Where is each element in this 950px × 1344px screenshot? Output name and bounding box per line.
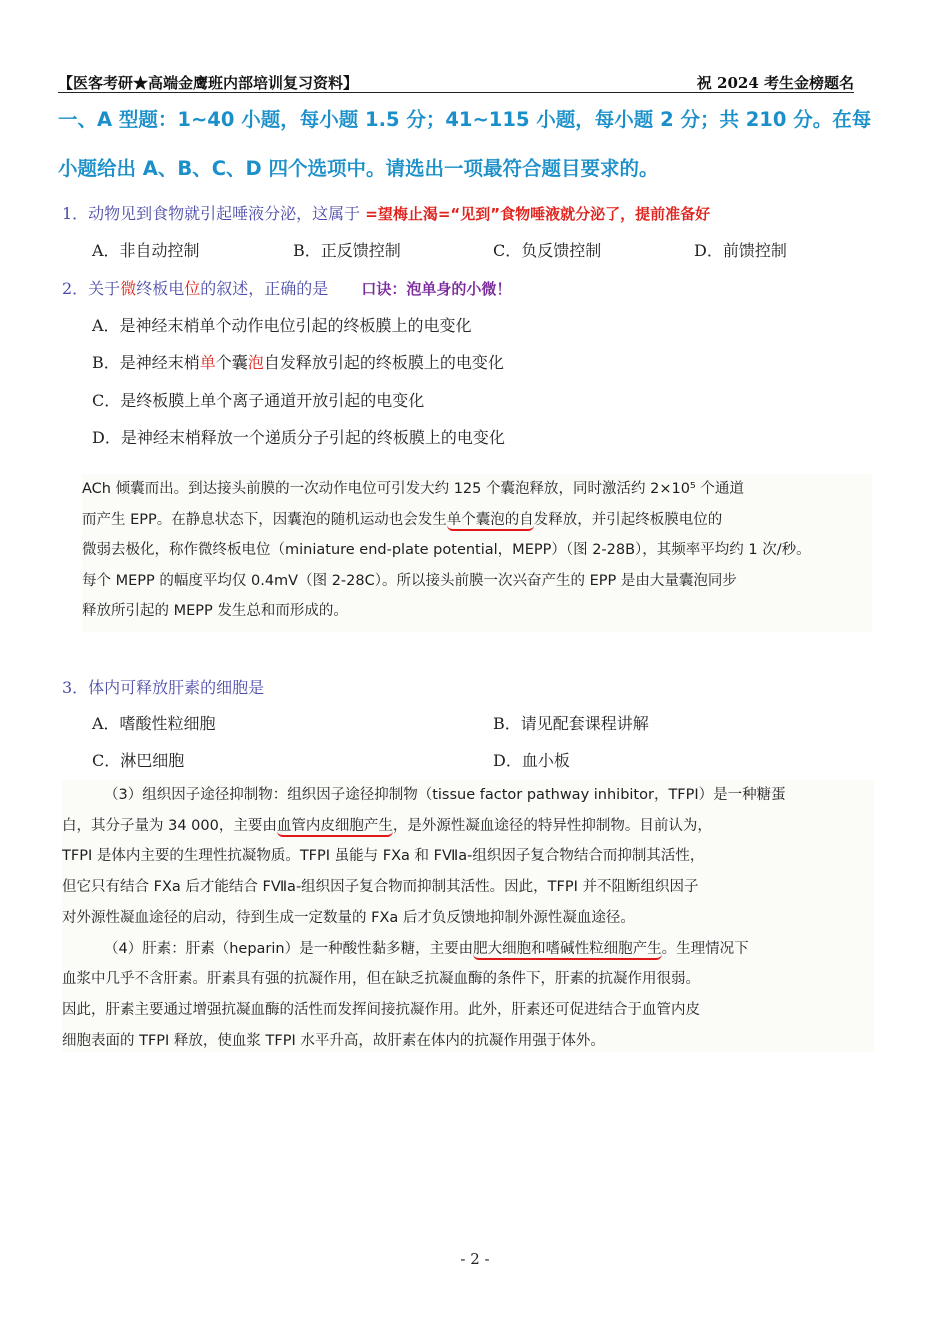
header-left-title: 【医客考研★高端金鹰班内部培训复习资料】 — [58, 74, 359, 92]
excerpt-text: 发释放，并引起终板膜电位的 — [533, 511, 723, 528]
q2-option-b-part: B．是神经末梢 — [92, 353, 200, 372]
page-number: - 2 - — [460, 1250, 490, 1268]
q1-option-b: B．正反馈控制 — [293, 241, 401, 260]
question-3-stem: 3．体内可释放肝素的细胞是 — [62, 678, 265, 697]
excerpt-line: 释放所引起的 MEPP 发生总和而形成的。 — [82, 603, 348, 619]
question-1 — [62, 201, 710, 224]
excerpt-line — [82, 505, 872, 536]
excerpt-line — [62, 934, 874, 965]
excerpt-text: 。生理情况下 — [661, 940, 749, 957]
section-heading-line1: 一、A 型题：1~40 小题，每小题 1.5 分；41~115 小题，每小题 2 分；共 210 分。在每 — [58, 108, 872, 131]
section-heading-line2: 小题给出 A、B、C、D 四个选项中。请选出一项最符合题目要求的。 — [58, 157, 659, 180]
excerpt-line: 对外源性凝血途径的启动，待到生成一定数量的 FⅩa 后才负反馈地抑制外源性凝血途径。 — [62, 909, 635, 926]
header-right-slogan: 祝 2024 考生金榜题名 — [696, 74, 854, 92]
excerpt-text: 白，其分子量为 34 000，主要由 — [62, 817, 277, 834]
question-2-stem-highlight: 位 — [184, 279, 201, 298]
question-3 — [62, 675, 264, 698]
textbook-excerpt-mepp — [82, 474, 872, 632]
q1-option-c: C．负反馈控制 — [493, 241, 602, 260]
textbook-excerpt-anticoagulants — [62, 780, 874, 1052]
excerpt-line: （3）组织因子途径抑制物：组织因子途径抑制物（tissue factor pathway inhibitor，TFPI）是一种糖蛋 — [104, 787, 786, 803]
q3-option-a: A．嗜酸性粒细胞 — [92, 714, 216, 733]
excerpt-underlined-text: 单个囊泡的自 — [447, 512, 534, 531]
question-2-stem-part: 的叙述，正确的是 — [200, 279, 329, 298]
q1-option-d: D．前馈控制 — [694, 241, 787, 260]
excerpt-line — [62, 811, 874, 842]
question-2-stem-part: 2．关于 — [62, 279, 121, 298]
q3-option-b: B．请见配套课程讲解 — [493, 714, 649, 733]
q2-option-c: C．是终板膜上单个离子通道开放引起的电变化 — [92, 391, 425, 410]
excerpt-underlined-text: 血管内皮细胞产生 — [277, 818, 393, 837]
q2-option-b-highlight: 单 — [199, 353, 216, 372]
question-2-stem-highlight: 微 — [120, 279, 137, 298]
excerpt-line: 微弱去极化，称作微终板电位（miniature end-plate potential，MEPP）（图 2-28B），其频率平均约 1 次/秒。 — [82, 542, 811, 558]
excerpt-line: 细胞表面的 TFPI 释放，使血浆 TFPI 水平升高，故肝素在体内的抗凝作用强于体外。 — [62, 1032, 605, 1049]
question-2 — [62, 276, 511, 299]
excerpt-line: 血浆中几乎不含肝素。肝素具有强的抗凝作用，但在缺乏抗凝血酶的条件下，肝素的抗凝作用很弱。 — [62, 971, 700, 988]
q3-option-c: C．淋巴细胞 — [92, 751, 185, 770]
excerpt-text: ，是外源性凝血途径的特异性抑制物。目前认为， — [392, 817, 712, 834]
excerpt-text: 而产生 EPP。在静息状态下，因囊泡的随机运动也会发生 — [82, 511, 447, 528]
question-2-stem-part: 终板电 — [136, 279, 185, 298]
excerpt-line: ACh 倾囊而出。到达接头前膜的一次动作电位可引发大约 125 个囊泡释放，同时激活约 2×10⁵ 个通道 — [82, 481, 744, 497]
excerpt-line: 每个 MEPP 的幅度平均仅 0.4mV（图 2-28C）。所以接头前膜一次兴奋产生的 EPP 是由大量囊泡同步 — [82, 572, 737, 589]
question-2-mnemonic: 口诀：泡单身的小微！ — [361, 280, 512, 298]
question-1-stem: 1．动物见到食物就引起唾液分泌，这属于 — [62, 204, 361, 223]
q2-option-b-part: 自发释放引起的终板膜上的电变化 — [263, 353, 504, 372]
excerpt-underlined-text: 肥大细胞和嗜碱性粒细胞产生 — [473, 941, 662, 960]
excerpt-line: 因此，肝素主要通过增强抗凝血酶的活性而发挥间接抗凝作用。此外，肝素还可促进结合于血管内皮 — [62, 1001, 700, 1018]
q2-option-b-highlight: 泡 — [247, 353, 264, 372]
excerpt-line: 但它只有结合 FⅩa 后才能结合 FⅦa-组织因子复合物而抑制其活性。因此，TFPI 并不阻断组织因子 — [62, 879, 699, 896]
q2-option-d: D．是神经末梢释放一个递质分子引起的终板膜上的电变化 — [92, 428, 505, 447]
q1-option-a: A．非自动控制 — [92, 241, 200, 260]
excerpt-text: （4）肝素：肝素（heparin）是一种酸性黏多糖，主要由 — [104, 940, 474, 957]
q2-option-b — [92, 350, 504, 373]
excerpt-line: TFPI 是体内主要的生理性抗凝物质。TFPI 虽能与 FⅩa 和 FⅦa-组织因子复合物结合而抑制其活性， — [62, 848, 705, 865]
q2-option-a: A．是神经末梢单个动作电位引起的终板膜上的电变化 — [92, 316, 472, 335]
q2-option-b-part: 个囊 — [215, 353, 248, 372]
page-header — [58, 70, 854, 93]
q3-option-d: D．血小板 — [493, 751, 570, 770]
question-1-note: =望梅止渴=“见到”食物唾液就分泌了，提前准备好 — [365, 205, 711, 223]
